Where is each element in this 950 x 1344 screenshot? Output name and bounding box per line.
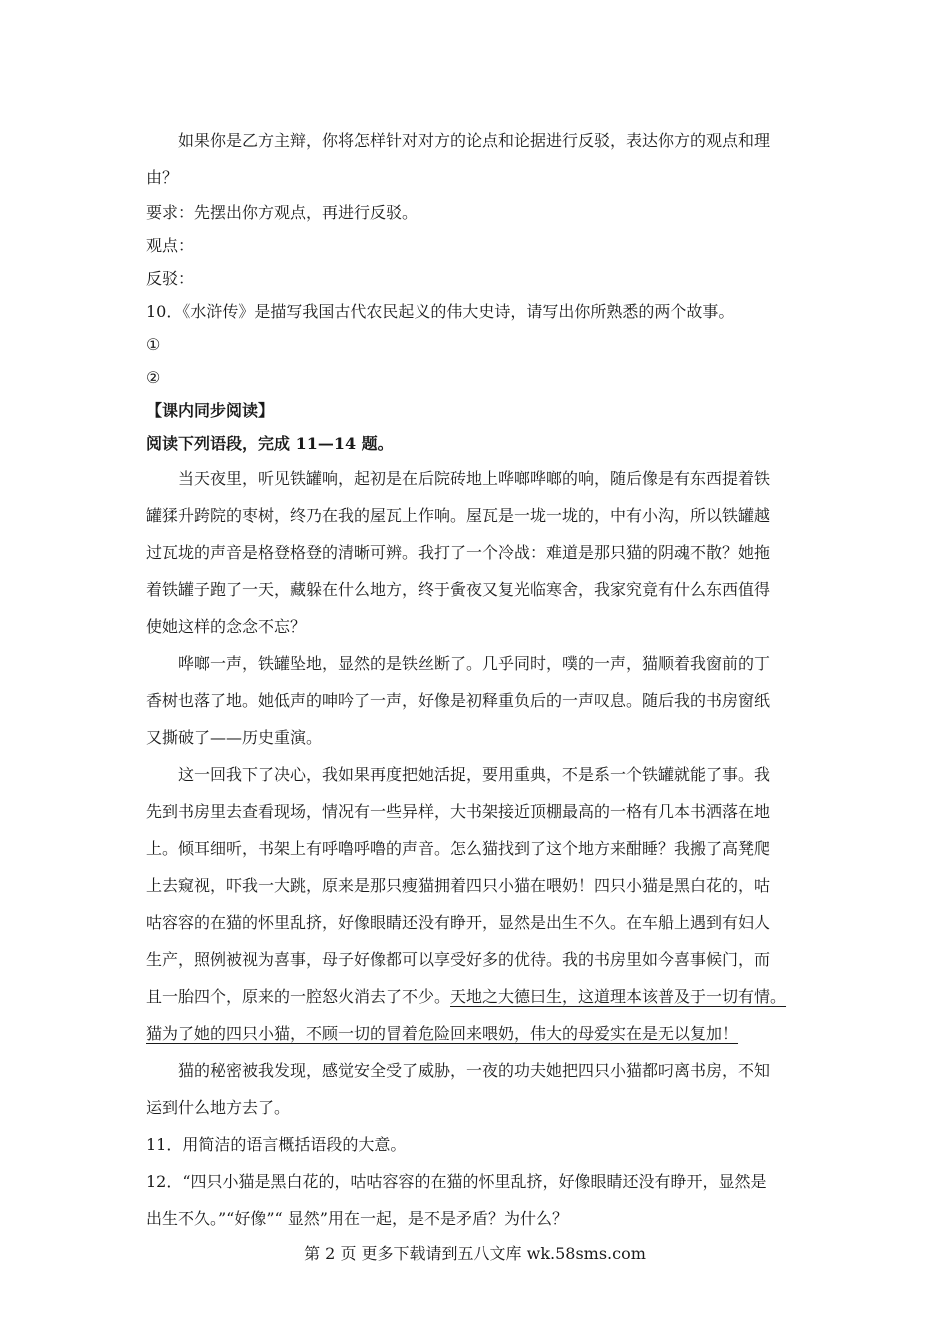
- passage-p3-line: 先到书房里去查看现场，情况有一些异样，大书架接近顶棚最高的一格有几本书洒落在地: [146, 802, 771, 821]
- passage-p4-line: 运到什么地方去了。: [146, 1098, 291, 1117]
- underlined-sentence: 天地之大德曰生，这道理本该普及于一切有情。: [450, 987, 787, 1006]
- passage-p1-line: 着铁罐子跑了一天，藏躲在什么地方，终于夤夜又复光临寒舍，我家究竟有什么东西值得: [146, 580, 771, 599]
- q10-question: 10．《水浒传》是描写我国古代农民起义的伟大史诗，请写出你所熟悉的两个故事。: [146, 302, 735, 321]
- passage-p1-line: 过瓦垅的声音是格登格登的清晰可辨。我打了一个冷战：难道是那只猫的阴魂不散？她拖: [146, 543, 771, 562]
- passage-p2-line: 又撕破了——历史重演。: [146, 728, 323, 747]
- underlined-sentence: 猫为了她的四只小猫，不顾一切的冒着危险回来喂奶，伟大的母爱实在是无以复加！: [146, 1024, 739, 1043]
- passage-p3-line: 上去窥视，吓我一大跳，原来是那只瘦猫拥着四只小猫在喂奶！四只小猫是黑白花的，咕: [146, 876, 771, 895]
- passage-p3-line: [146, 978, 806, 1015]
- page-content: [146, 122, 806, 1237]
- passage-p3-line: 这一回我下了决心，我如果再度把她活捉，要用重典，不是系一个铁罐就能了事。我: [178, 765, 771, 784]
- passage-p3-line: [146, 1015, 806, 1052]
- q9-prompt-line1: 如果你是乙方主辩，你将怎样针对对方的论点和论据进行反驳，表达你方的观点和理: [178, 131, 771, 150]
- q12-question-line2: 出生不久。”“好像”“ 显然”用在一起，是不是矛盾？为什么？: [146, 1209, 568, 1228]
- passage-p3-plain-text: 且一胎四个，原来的一腔怒火消去了不少。: [146, 987, 451, 1006]
- q12-question-line1: 12．“四只小猫是黑白花的，咕咕容容的在猫的怀里乱挤，好像眼睛还没有睁开，显然是: [146, 1172, 767, 1191]
- passage-p2-line: 香树也落了地。她低声的呻吟了一声，好像是初释重负后的一声叹息。随后我的书房窗纸: [146, 691, 771, 710]
- passage-p3-line: 上。倾耳细听，书架上有呼噜呼噜的声音。怎么猫找到了这个地方来酣睡？我搬了高凳爬: [146, 839, 771, 858]
- passage-p2-line: 哗啷一声，铁罐坠地，显然的是铁丝断了。几乎同时，噗的一声，猫顺着我窗前的丁: [178, 654, 771, 673]
- q10-item-1: ①: [146, 335, 161, 354]
- q9-prompt-line2: 由？: [146, 168, 179, 187]
- section-heading: 【课内同步阅读】: [146, 401, 275, 420]
- passage-p4-line: 猫的秘密被我发现，感觉安全受了威胁，一夜的功夫她把四只小猫都叼离书房，不知: [178, 1061, 771, 1080]
- passage-p1-line: 罐猱升跨院的枣树，终乃在我的屋瓦上作响。屋瓦是一垅一垅的，中有小沟，所以铁罐越: [146, 506, 771, 525]
- passage-p1-line: 使她这样的念念不忘？: [146, 617, 307, 636]
- passage-p3-line: 咕容容的在猫的怀里乱挤，好像眼睛还没有睁开，显然是出生不久。在车船上遇到有妇人: [146, 913, 771, 932]
- q9-rebuttal-label: 反驳：: [146, 269, 195, 288]
- q9-requirement: 要求：先摆出你方观点，再进行反驳。: [146, 203, 419, 222]
- page-footer: 第 2 页 更多下载请到五八文库 wk.58sms.com: [304, 1244, 646, 1263]
- passage-p1-line: 当天夜里，听见铁罐响，起初是在后院砖地上哗啷哗啷的响，随后像是有东西提着铁: [178, 469, 771, 488]
- q10-item-2: ②: [146, 368, 161, 387]
- section-instruction: 阅读下列语段，完成 11—14 题。: [146, 434, 394, 453]
- q11-question: 11．用简洁的语言概括语段的大意。: [146, 1135, 407, 1154]
- q9-viewpoint-label: 观点：: [146, 236, 195, 255]
- passage-p3-line: 生产，照例被视为喜事，母子好像都可以享受好多的优待。我的书房里如今喜事候门，而: [146, 950, 771, 969]
